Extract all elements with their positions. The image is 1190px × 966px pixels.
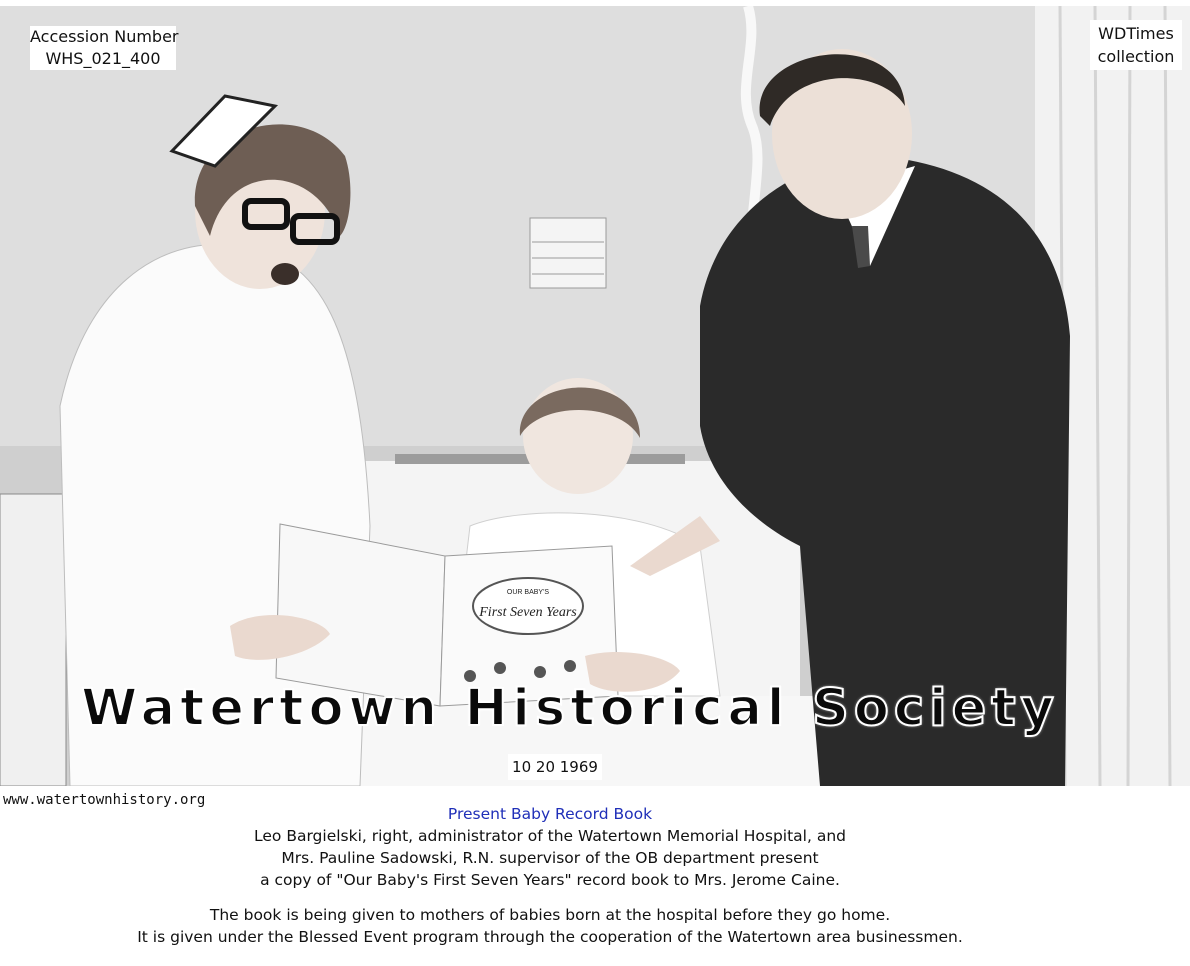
book-cover-top: OUR BABY'S	[506, 589, 550, 596]
caption-line: Leo Bargielski, right, administrator of the Watertown Memorial Hospital, and	[254, 827, 846, 845]
caption-line: a copy of "Our Baby's First Seven Years" record book to Mrs. Jerome Caine.	[260, 871, 840, 889]
caption-block	[0, 803, 1100, 891]
caption-title: Present Baby Record Book	[447, 805, 653, 823]
accession-label	[30, 26, 179, 70]
society-watermark: Watertown Historical Society	[81, 679, 1059, 738]
cabinet	[0, 494, 66, 786]
photo-date: 10 20 1969	[508, 754, 602, 780]
wall-plate	[530, 218, 606, 288]
book-cover-title: First Seven Years	[479, 605, 577, 620]
collection-line2: collection	[1097, 47, 1175, 66]
photo-illustration	[0, 6, 1190, 786]
collection-label	[1090, 20, 1182, 70]
nurse-mouth	[271, 263, 299, 285]
accession-number: WHS_021_400	[45, 49, 161, 68]
caption-block-second	[0, 904, 1100, 948]
caption-line: The book is being given to mothers of babies born at the hospital before they go home.	[209, 906, 891, 924]
caption-line: It is given under the Blessed Event program through the cooperation of the Watertown area businessmen.	[137, 928, 963, 946]
archival-photograph	[0, 6, 1190, 786]
accession-title: Accession Number	[30, 27, 179, 46]
caption-line: Mrs. Pauline Sadowski, R.N. supervisor of the OB department present	[281, 849, 819, 867]
website-link[interactable]: www.watertownhistory.org	[3, 792, 206, 808]
collection-line1: WDTimes	[1098, 24, 1174, 43]
